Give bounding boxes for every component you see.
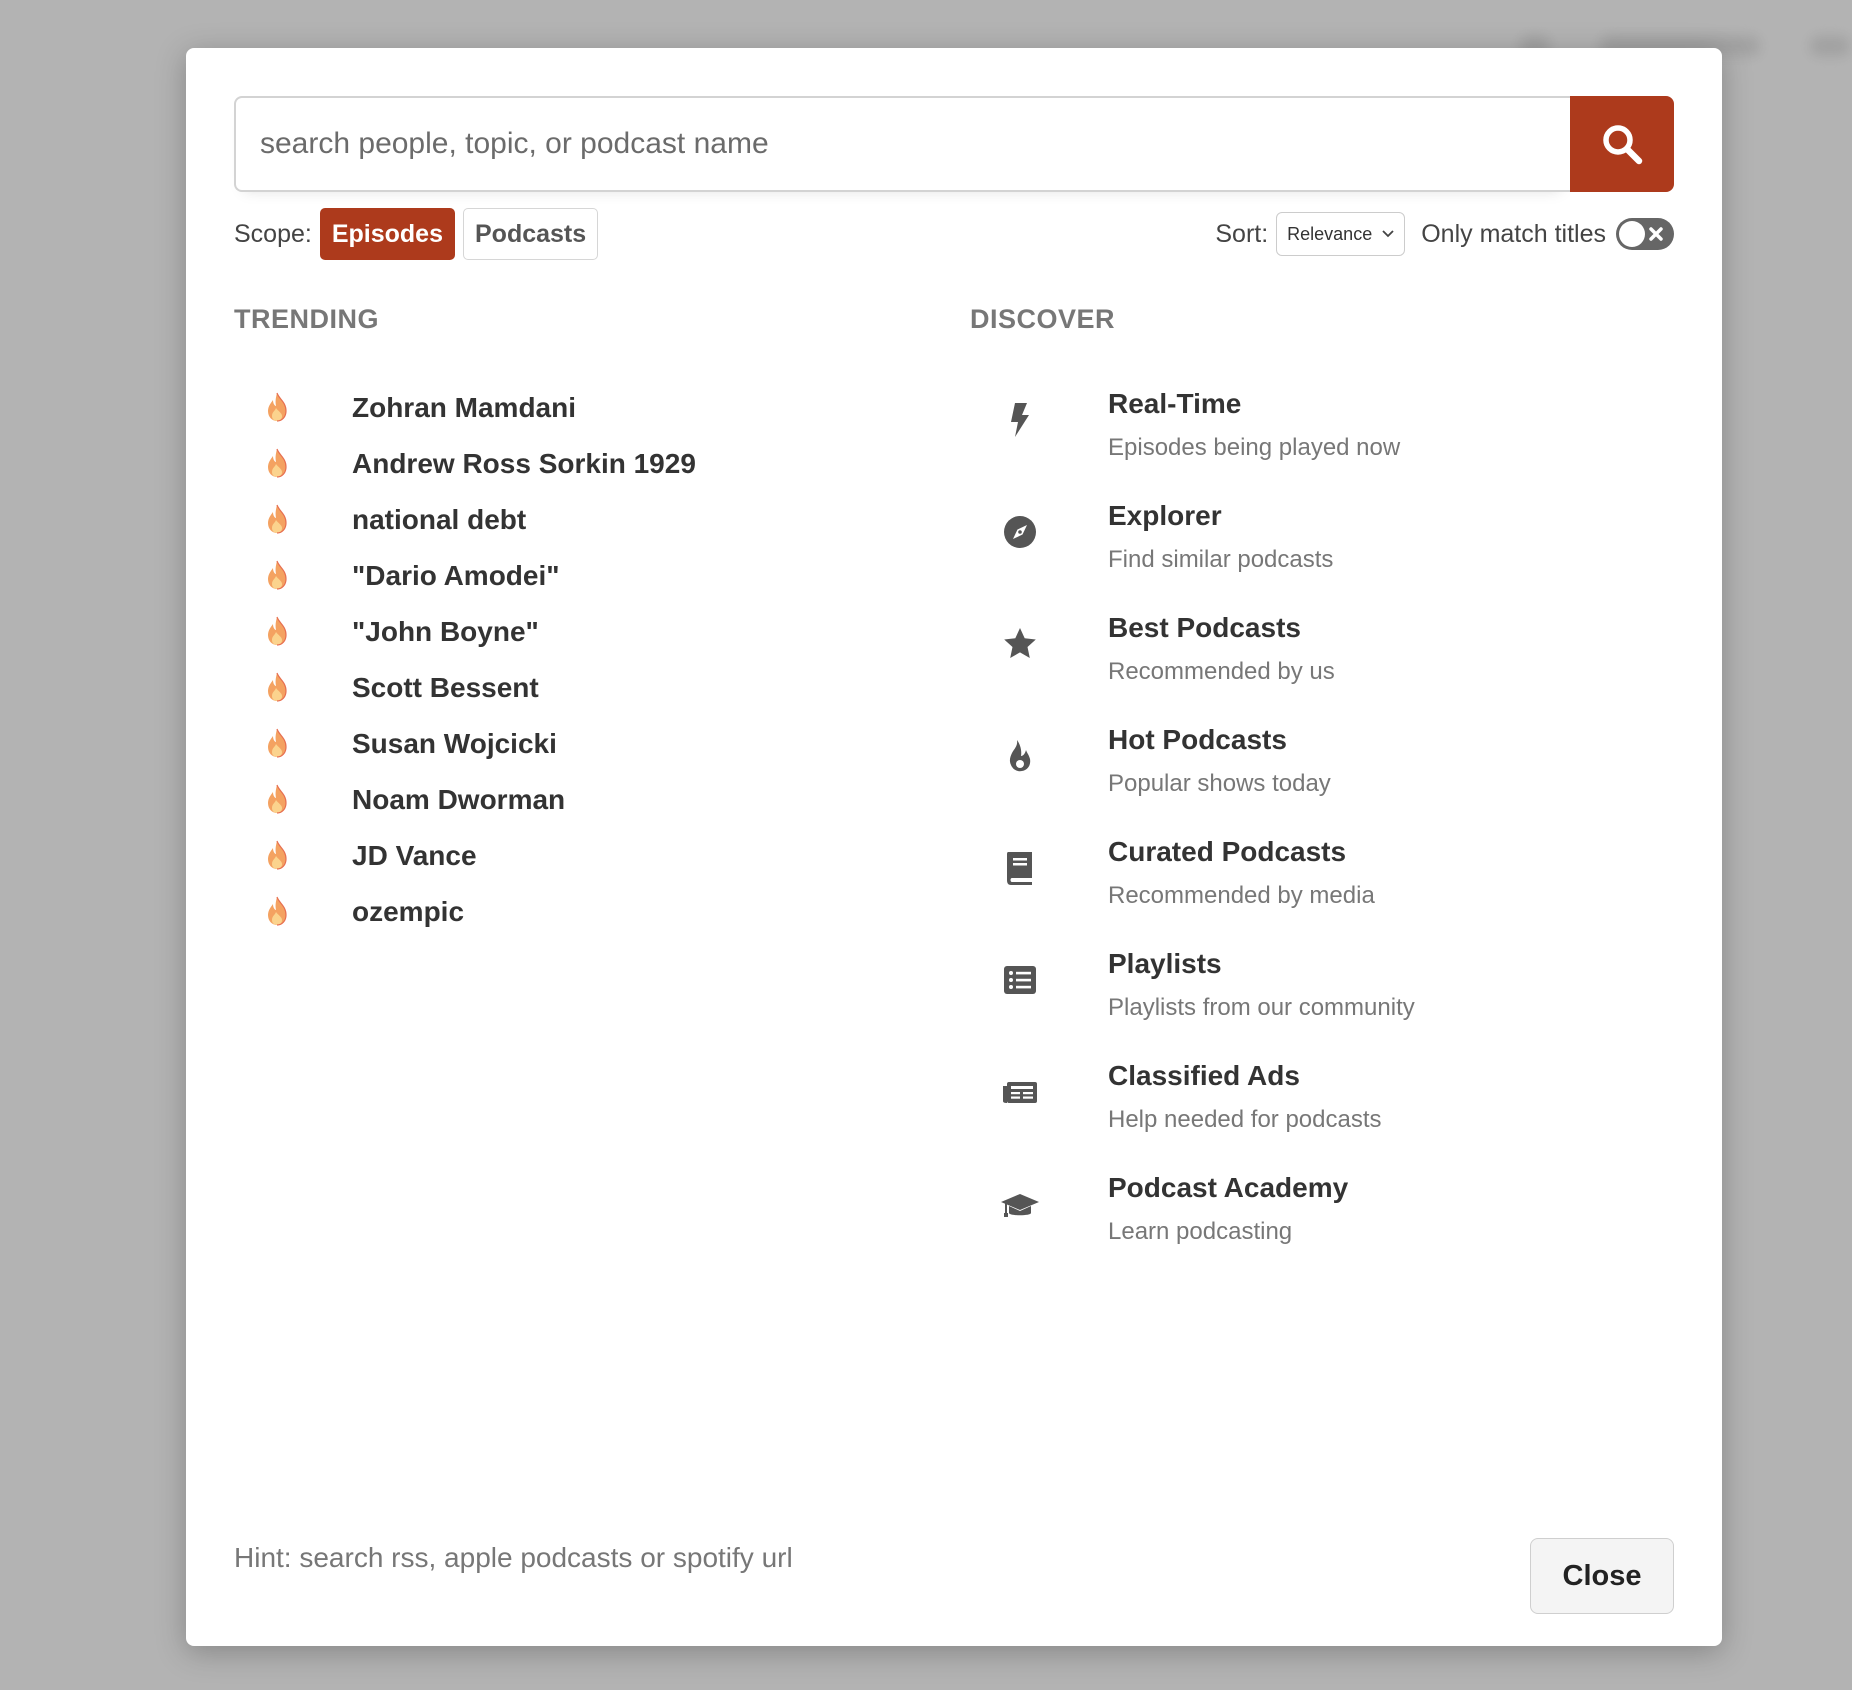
discover-item-podcast-academy[interactable] [968,1172,1668,1284]
trending-item-label: national debt [352,504,527,535]
close-button[interactable]: Close [1530,1538,1674,1614]
trending-item[interactable] [234,840,914,912]
trending-item[interactable] [234,448,914,520]
trending-item-label: "Dario Amodei" [352,560,560,591]
discover-item-title: Playlists [1108,948,1222,979]
search-input[interactable] [234,96,1570,192]
trending-item[interactable] [234,672,914,744]
scope-podcasts-button[interactable]: Podcasts [463,208,598,260]
background-blur [1810,36,1850,56]
search-bar [234,96,1674,192]
book-icon [1000,848,1040,888]
trending-item-label: Scott Bessent [352,672,539,703]
discover-item-subtitle: Playlists from our community [1108,994,1415,1021]
discover-item-curated-podcasts[interactable] [968,836,1668,948]
trending-item[interactable] [234,728,914,800]
discover-item-title: Classified Ads [1108,1060,1300,1091]
sort-label: Sort: [1215,219,1269,248]
discover-item-subtitle: Episodes being played now [1108,434,1401,461]
discover-item-hot-podcasts[interactable] [968,724,1668,836]
list-icon [1000,960,1040,1000]
trending-item-label: Andrew Ross Sorkin 1929 [352,448,696,479]
trending-list [234,392,914,968]
graduation-cap-icon [1000,1184,1040,1224]
search-button[interactable] [1570,96,1674,192]
discover-title: DISCOVER [970,304,1116,334]
trending-title: TRENDING [234,304,379,334]
trending-item[interactable] [234,560,914,632]
trending-item-label: ozempic [352,896,465,927]
flame-icon [264,672,290,702]
trending-item-label: "John Boyne" [352,616,539,647]
discover-item-title: Real-Time [1108,388,1242,419]
discover-item-playlists[interactable] [968,948,1668,1060]
discover-item-real-time[interactable] [968,388,1668,500]
only-match-titles-toggle[interactable] [1616,218,1674,250]
compass-icon [1000,512,1040,552]
trending-item[interactable] [234,616,914,688]
trending-item[interactable] [234,784,914,856]
chevron-down-icon [1382,230,1394,238]
sort-select[interactable] [1276,212,1405,256]
discover-item-title: Explorer [1108,500,1222,531]
close-icon [1646,223,1666,245]
flame-icon [264,784,290,814]
flame-icon [264,728,290,758]
discover-item-subtitle: Help needed for podcasts [1108,1106,1382,1133]
flame-icon [264,840,290,870]
discover-item-subtitle: Recommended by us [1108,658,1335,685]
newspaper-icon [1000,1072,1040,1112]
discover-item-classified-ads[interactable] [968,1060,1668,1172]
star-icon [1000,624,1040,664]
flame-icon [264,504,290,534]
discover-list [968,388,1668,1284]
discover-item-subtitle: Recommended by media [1108,882,1375,909]
flame-icon [264,560,290,590]
flame-icon [264,616,290,646]
discover-item-title: Best Podcasts [1108,612,1301,643]
search-hint: Hint: search rss, apple podcasts or spotify url [234,1542,793,1573]
search-modal [186,48,1722,1646]
trending-item-label: Susan Wojcicki [352,728,557,759]
toggle-knob [1619,221,1645,247]
flame-icon [264,896,290,926]
discover-item-title: Podcast Academy [1108,1172,1349,1203]
trending-item[interactable] [234,504,914,576]
trending-item[interactable] [234,896,914,968]
only-match-titles-label: Only match titles [1421,219,1606,248]
discover-item-subtitle: Learn podcasting [1108,1218,1293,1245]
discover-item-explorer[interactable] [968,500,1668,612]
trending-item-label: Noam Dworman [352,784,566,815]
discover-item-best-podcasts[interactable] [968,612,1668,724]
trending-item-label: JD Vance [352,840,477,871]
scope-label: Scope: [234,219,312,248]
flame-icon [264,392,290,422]
scope-episodes-button[interactable]: Episodes [320,208,455,260]
bolt-icon [1000,400,1040,440]
discover-item-subtitle: Popular shows today [1108,770,1331,797]
discover-item-title: Curated Podcasts [1108,836,1347,867]
discover-item-title: Hot Podcasts [1108,724,1287,755]
discover-item-subtitle: Find similar podcasts [1108,546,1334,573]
trending-item-label: Zohran Mamdani [352,392,577,423]
search-icon [1600,122,1644,166]
fire-icon [1000,736,1040,776]
flame-icon [264,448,290,478]
search-options [234,208,1674,260]
sort-selected-value: Relevance [1287,223,1373,244]
